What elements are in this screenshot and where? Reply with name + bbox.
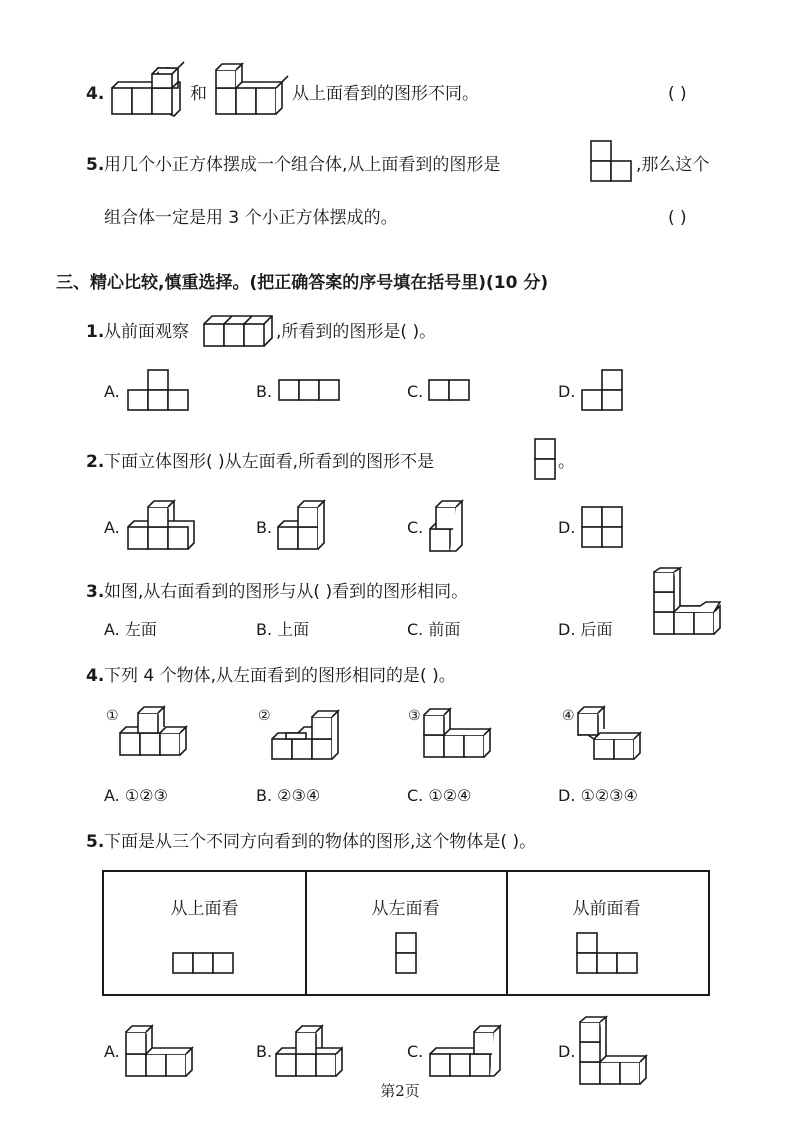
section-3-heading: 三、精心比较,慎重选择。(把正确答案的序号填在括号里)(10 分) [56, 273, 549, 293]
s3-q5-object-a [124, 1022, 198, 1078]
s3-q4-option-c[interactable]: C. ①②④ [407, 786, 472, 805]
s3-q1-option-d[interactable]: D. [558, 382, 576, 401]
cube-figure-s3-q1 [202, 312, 274, 348]
s3-q5-object-c [428, 1022, 502, 1078]
view-left-shape [395, 932, 417, 974]
cube-figure-q4-left [108, 62, 184, 118]
s3-q2-option-c[interactable]: C. [407, 518, 424, 537]
s3-q2-text-b: 。 [558, 452, 575, 472]
view-front-header: 从前面看 [572, 899, 641, 919]
s3-q3-option-d[interactable]: D. 后面 [558, 620, 613, 639]
s3-q2-shape-a [126, 499, 196, 551]
s3-q1-option-c[interactable]: C. [407, 382, 424, 401]
view-front-shape [576, 932, 640, 974]
page-number: 第2页 [380, 1082, 420, 1100]
s3-q4-object-2 [270, 705, 342, 761]
s3-q3-cube-figure [652, 566, 724, 636]
s3-q1-option-a[interactable]: A. [104, 382, 120, 401]
s3-q5-object-d [578, 1016, 652, 1086]
s3-q4-object-4 [574, 705, 646, 761]
s3-q5-option-a[interactable]: A. [104, 1042, 120, 1061]
q4-tail: 从上面看到的图形不同。 [292, 84, 479, 104]
s3-q2-option-b[interactable]: B. [256, 518, 273, 537]
s3-q2-shape-b [276, 499, 326, 551]
q5-line1-b: ,那么这个 [636, 155, 710, 175]
q5-line1-a: 用几个小正方体摆成一个组合体,从上面看到的图形是 [104, 155, 501, 175]
s3-q4-object-1 [118, 705, 190, 761]
s3-q2-option-a[interactable]: A. [104, 518, 120, 537]
q5-answer-paren[interactable]: ( ) [668, 208, 687, 228]
s3-q2-option-d[interactable]: D. [558, 518, 576, 537]
s3-q4-text: 下列 4 个物体,从左面看到的图形相同的是( )。 [104, 666, 456, 686]
view-left-cell [305, 872, 508, 994]
views-table [102, 870, 710, 996]
cube-figure-q4-right [212, 62, 288, 118]
s3-q4-object-3 [420, 705, 496, 761]
view-top-shape [172, 952, 236, 974]
s3-q1-text-a: 从前面观察 [104, 322, 189, 342]
s3-q4-option-b[interactable]: B. ②③④ [256, 786, 321, 805]
s3-q2-shape-d [580, 505, 624, 549]
s3-q1-shape-a [126, 369, 190, 411]
q4-answer-paren[interactable]: ( ) [668, 84, 687, 104]
s3-q1-shape-b [277, 379, 341, 401]
s3-q5-object-b [274, 1022, 348, 1078]
view-front-cell [506, 872, 707, 994]
q5-line2: 组合体一定是用 3 个小正方体摆成的。 [104, 208, 398, 228]
s3-q5-option-c[interactable]: C. [407, 1042, 424, 1061]
s3-q1-shape-d [580, 369, 624, 411]
s3-q4-option-a[interactable]: A. ①②③ [104, 786, 168, 805]
s3-q4-label-1: ① [106, 708, 119, 724]
s3-q2-shape-c [428, 499, 466, 553]
s3-q1-text-b: ,所看到的图形是( )。 [276, 322, 437, 342]
view-left-header: 从左面看 [371, 899, 440, 919]
s3-q1-option-b[interactable]: B. [256, 382, 273, 401]
s3-q4-number: 4. [86, 666, 105, 686]
q5-number: 5. [86, 155, 105, 175]
s3-q5-number: 5. [86, 832, 105, 852]
view-top-cell [104, 872, 307, 994]
view-top-header: 从上面看 [170, 899, 239, 919]
s3-q4-option-d[interactable]: D. ①②③④ [558, 786, 638, 805]
top-view-shape-q5 [590, 140, 632, 182]
s3-q2-text-a: 下面立体图形( )从左面看,所看到的图形不是 [104, 452, 435, 472]
s3-q5-option-d[interactable]: D. [558, 1042, 576, 1061]
s3-q4-label-3: ③ [408, 708, 421, 724]
s3-q2-number: 2. [86, 452, 105, 472]
q4-and: 和 [190, 84, 207, 104]
s3-q4-label-2: ② [258, 708, 271, 724]
s3-q5-text: 下面是从三个不同方向看到的物体的图形,这个物体是( )。 [104, 832, 537, 852]
s3-q3-text: 如图,从右面看到的图形与从( )看到的图形相同。 [104, 582, 469, 602]
s3-q4-label-4: ④ [562, 708, 575, 724]
s3-q5-option-b[interactable]: B. [256, 1042, 273, 1061]
s3-q3-option-a[interactable]: A. 左面 [104, 620, 157, 639]
s3-q3-option-c[interactable]: C. 前面 [407, 620, 461, 639]
s3-q3-number: 3. [86, 582, 105, 602]
s3-q2-side-shape [534, 438, 556, 480]
s3-q1-shape-c [427, 379, 471, 401]
q4-number: 4. [86, 84, 105, 104]
s3-q1-number: 1. [86, 322, 105, 342]
s3-q3-option-b[interactable]: B. 上面 [256, 620, 310, 639]
